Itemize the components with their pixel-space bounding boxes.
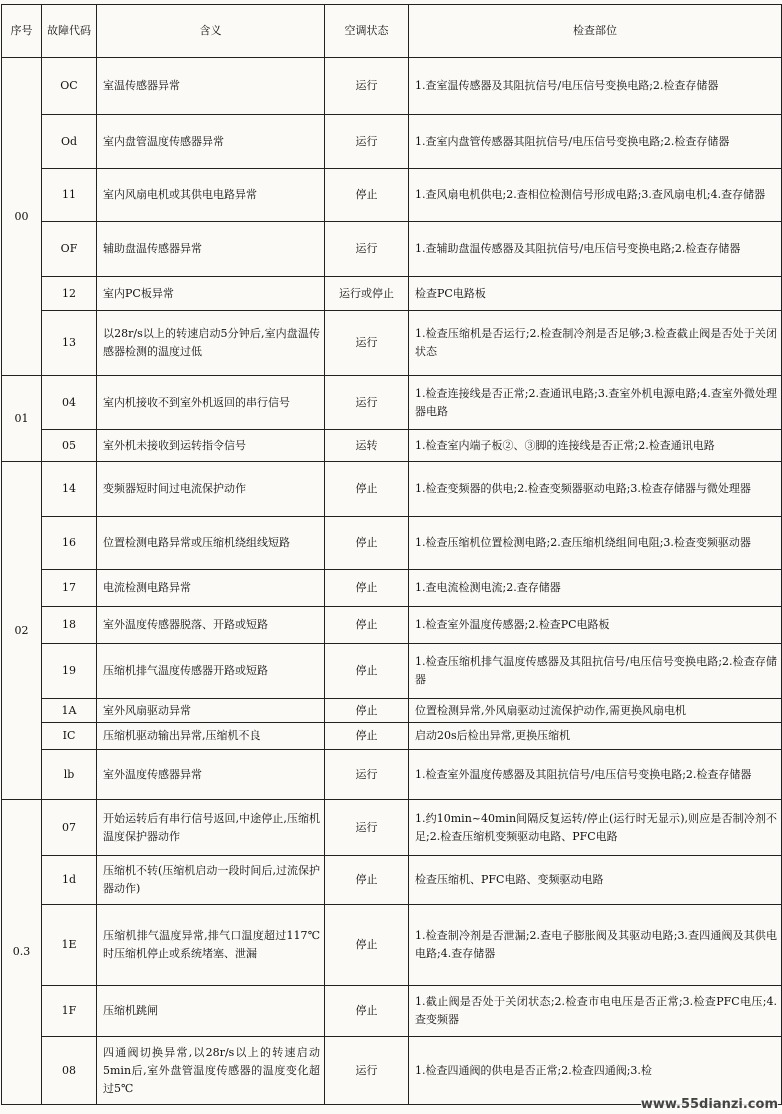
fault-meaning: 室外温度传感器脱落、开路或短路	[97, 607, 325, 644]
ac-status: 停止	[325, 905, 409, 986]
fault-code: IC	[42, 723, 97, 750]
fault-meaning: 辅助盘温传感器异常	[97, 222, 325, 277]
table-row	[2, 723, 782, 750]
fault-code: 19	[42, 644, 97, 699]
fault-meaning: 四通阀切换异常,以28r/s以上的转速启动5min后,室外盘管温度传感器的温度变化超过5℃	[97, 1037, 325, 1105]
check-location: 1.约10min~40min间隔反复运转/停止(运行时无显示),则应是否制冷剂不足;2.检查压缩机变频驱动电路、PFC电路	[409, 800, 782, 856]
header-status: 空调状态	[325, 5, 409, 58]
check-location: 1.查辅助盘温传感器及其阻抗信号/电压信号变换电路;2.检查存储器	[409, 222, 782, 277]
table-row	[2, 277, 782, 311]
check-location: 1.检查压缩机排气温度传感器及其阻抗信号/电压信号变换电路;2.检查存储器	[409, 644, 782, 699]
fault-code: 1F	[42, 986, 97, 1037]
ac-status: 停止	[325, 723, 409, 750]
fault-code: OF	[42, 222, 97, 277]
table-row	[2, 986, 782, 1037]
ac-status: 运行	[325, 800, 409, 856]
ac-status: 运行	[325, 750, 409, 800]
fault-meaning: 开始运转后有串行信号返回,中途停止,压缩机温度保护器动作	[97, 800, 325, 856]
header-meaning: 含义	[97, 5, 325, 58]
fault-code: lb	[42, 750, 97, 800]
table-row	[2, 169, 782, 222]
fault-meaning: 室外温度传感器异常	[97, 750, 325, 800]
ac-status: 停止	[325, 462, 409, 517]
check-location: 检查PC电路板	[409, 277, 782, 311]
check-location: 位置检测异常,外风扇驱动过流保护动作,需更换风扇电机	[409, 699, 782, 723]
fault-code: 07	[42, 800, 97, 856]
ac-status: 停止	[325, 644, 409, 699]
fault-code: 17	[42, 570, 97, 607]
ac-status: 停止	[325, 570, 409, 607]
table-row	[2, 58, 782, 115]
ac-status: 停止	[325, 699, 409, 723]
table-row	[2, 222, 782, 277]
fault-code: 1A	[42, 699, 97, 723]
check-location: 启动20s后检出异常,更换压缩机	[409, 723, 782, 750]
group-cell: 0.3	[2, 800, 42, 1105]
fault-meaning: 室外风扇驱动异常	[97, 699, 325, 723]
table-row	[2, 856, 782, 905]
fault-code: Od	[42, 115, 97, 169]
fault-code: 16	[42, 517, 97, 570]
ac-status: 运行	[325, 58, 409, 115]
fault-meaning: 室温传感器异常	[97, 58, 325, 115]
check-location: 1.查室温传感器及其阻抗信号/电压信号变换电路;2.检查存储器	[409, 58, 782, 115]
fault-meaning: 室内盘管温度传感器异常	[97, 115, 325, 169]
fault-code: 08	[42, 1037, 97, 1105]
fault-meaning: 压缩机排气温度传感器开路或短路	[97, 644, 325, 699]
header-check: 检查部位	[409, 5, 782, 58]
check-location: 1.检查室内端子板②、③脚的连接线是否正常;2.检查通讯电路	[409, 430, 782, 462]
check-location: 1.检查室外温度传感器;2.检查PC电路板	[409, 607, 782, 644]
ac-status: 停止	[325, 986, 409, 1037]
fault-code: 18	[42, 607, 97, 644]
check-location: 1.检查制冷剂是否泄漏;2.查电子膨胀阀及其驱动电路;3.查四通阀及其供电电路;4.查存储器	[409, 905, 782, 986]
check-location: 1.检查压缩机位置检测电路;2.查压缩机绕组间电阻;3.检查变频驱动器	[409, 517, 782, 570]
check-location: 1.检查压缩机是否运行;2.检查制冷剂是否足够;3.检查截止阀是否处于关闭状态	[409, 311, 782, 376]
fault-meaning: 压缩机驱动输出异常,压缩机不良	[97, 723, 325, 750]
table-row	[2, 311, 782, 376]
table-row	[2, 644, 782, 699]
table-header-row	[2, 5, 782, 58]
fault-meaning: 电流检测电路异常	[97, 570, 325, 607]
ac-status: 停止	[325, 169, 409, 222]
fault-code: 04	[42, 376, 97, 430]
ac-status: 运行	[325, 115, 409, 169]
fault-code: OC	[42, 58, 97, 115]
fault-meaning: 室内风扇电机或其供电电路异常	[97, 169, 325, 222]
fault-code: 05	[42, 430, 97, 462]
fault-code: 14	[42, 462, 97, 517]
table-row	[2, 800, 782, 856]
check-location: 1.检查室外温度传感器及其阻抗信号/电压信号变换电路;2.检查存储器	[409, 750, 782, 800]
group-cell: 01	[2, 376, 42, 462]
fault-code: 1d	[42, 856, 97, 905]
group-cell: 00	[2, 58, 42, 376]
fault-meaning: 压缩机不转(压缩机启动一段时间后,过流保护器动作)	[97, 856, 325, 905]
table-row	[2, 1037, 782, 1105]
ac-status: 运转	[325, 430, 409, 462]
table-row	[2, 462, 782, 517]
fault-meaning: 压缩机排气温度异常,排气口温度超过117℃时压缩机停止或系统堵塞、泄漏	[97, 905, 325, 986]
fault-code: 13	[42, 311, 97, 376]
check-location: 1.检查变频器的供电;2.检查变频器驱动电路;3.检查存储器与微处理器	[409, 462, 782, 517]
table-row	[2, 750, 782, 800]
check-location: 1.截止阀是否处于关闭状态;2.检查市电电压是否正常;3.检查PFC电压;4.查变频器	[409, 986, 782, 1037]
fault-meaning: 室外机未接收到运转指令信号	[97, 430, 325, 462]
fault-meaning: 位置检测电路异常或压缩机绕组线短路	[97, 517, 325, 570]
ac-status: 停止	[325, 607, 409, 644]
fault-meaning: 室内机接收不到室外机返回的串行信号	[97, 376, 325, 430]
check-location: 1.查电流检测电流;2.查存储器	[409, 570, 782, 607]
ac-status: 运行	[325, 311, 409, 376]
fault-meaning: 以28r/s以上的转速启动5分钟后,室内盘温传感器检测的温度过低	[97, 311, 325, 376]
table-row	[2, 430, 782, 462]
check-location: 1.检查连接线是否正常;2.查通讯电路;3.查室外机电源电路;4.查室外微处理器电路	[409, 376, 782, 430]
ac-status: 运行	[325, 1037, 409, 1105]
fault-code: 1E	[42, 905, 97, 986]
fault-code: 12	[42, 277, 97, 311]
table-row	[2, 115, 782, 169]
table-row	[2, 517, 782, 570]
table-row	[2, 570, 782, 607]
table-row	[2, 607, 782, 644]
ac-status: 运行或停止	[325, 277, 409, 311]
check-location: 1.检查四通阀的供电是否正常;2.检查四通阀;3.检	[409, 1037, 782, 1105]
group-cell: 02	[2, 462, 42, 800]
ac-status: 停止	[325, 517, 409, 570]
fault-code-table	[1, 4, 782, 1105]
site-watermark: www.55dianzi.com	[640, 1097, 778, 1112]
check-location: 检查压缩机、PFC电路、变频驱动电路	[409, 856, 782, 905]
check-location: 1.查室内盘管传感器其阻抗信号/电压信号变换电路;2.检查存储器	[409, 115, 782, 169]
table-row	[2, 699, 782, 723]
ac-status: 停止	[325, 856, 409, 905]
table-row	[2, 905, 782, 986]
check-location: 1.查风扇电机供电;2.查相位检测信号形成电路;3.查风扇电机;4.查存储器	[409, 169, 782, 222]
header-code: 故障代码	[42, 5, 97, 58]
table-row	[2, 376, 782, 430]
header-seq: 序号	[2, 5, 42, 58]
ac-status: 运行	[325, 222, 409, 277]
ac-status: 运行	[325, 376, 409, 430]
fault-meaning: 室内PC板异常	[97, 277, 325, 311]
fault-meaning: 压缩机跳闸	[97, 986, 325, 1037]
fault-code: 11	[42, 169, 97, 222]
fault-meaning: 变频器短时间过电流保护动作	[97, 462, 325, 517]
